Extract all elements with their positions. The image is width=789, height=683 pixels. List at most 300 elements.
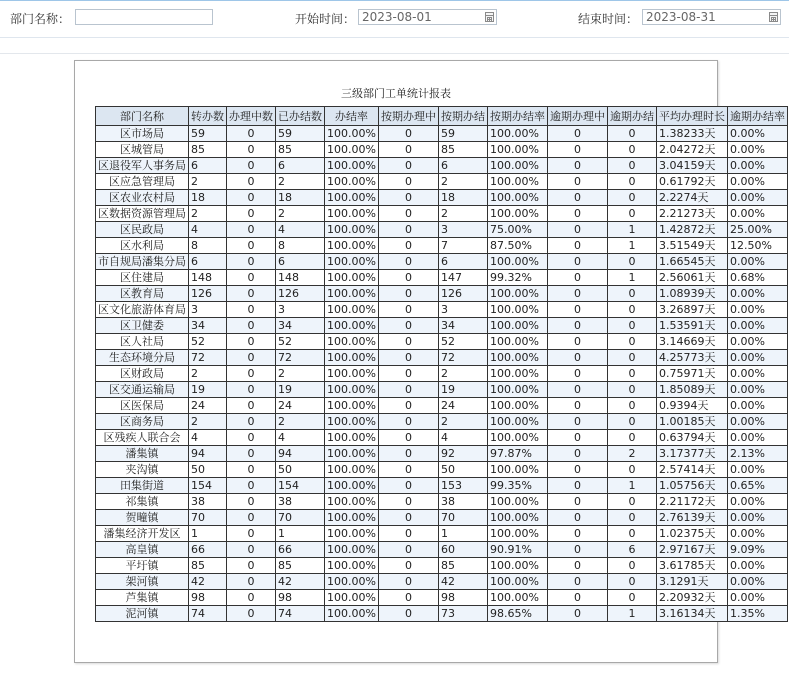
table-cell: 6 [189,254,227,270]
table-cell: 0 [378,558,438,574]
table-cell: 0.00% [727,142,787,158]
table-cell: 38 [189,494,227,510]
table-cell: 0 [227,430,276,446]
table-cell: 0 [547,302,607,318]
table-cell: 0 [607,526,656,542]
table-cell: 1.00185天 [656,414,727,430]
table-row [96,318,788,334]
table-cell: 9.09% [727,542,787,558]
table-cell: 38 [276,494,325,510]
table-cell: 1 [189,526,227,542]
table-cell: 0 [607,510,656,526]
table-cell: 3 [438,222,487,238]
table-cell: 0 [607,158,656,174]
table-cell: 0 [378,334,438,350]
table-row [96,382,788,398]
table-cell: 100.00% [325,174,379,190]
table-cell: 100.00% [487,526,547,542]
table-cell: 0 [378,174,438,190]
table-cell: 100.00% [487,494,547,510]
table-cell: 154 [276,478,325,494]
column-header: 转办数 [189,107,227,126]
table-cell: 100.00% [325,430,379,446]
table-cell: 153 [438,478,487,494]
table-cell: 100.00% [325,366,379,382]
table-cell: 100.00% [487,414,547,430]
divider [0,53,789,54]
table-cell: 52 [189,334,227,350]
column-header: 部门名称 [96,107,189,126]
table-cell: 94 [189,446,227,462]
table-cell: 2 [276,174,325,190]
table-cell: 6 [189,158,227,174]
table-cell: 0.00% [727,558,787,574]
table-cell: 3 [189,302,227,318]
dept-name-cell: 祁集镇 [96,494,189,510]
dept-name-cell: 区文化旅游体育局 [96,302,189,318]
table-cell: 0.00% [727,334,787,350]
table-cell: 0 [547,142,607,158]
table-cell: 0 [547,606,607,622]
table-cell: 98 [438,590,487,606]
table-cell: 0.63794天 [656,430,727,446]
table-cell: 0 [607,382,656,398]
dept-name-cell: 高皇镇 [96,542,189,558]
table-cell: 0 [227,238,276,254]
table-cell: 0 [227,158,276,174]
table-cell: 0 [547,286,607,302]
table-cell: 85 [438,142,487,158]
table-row [96,398,788,414]
table-cell: 100.00% [487,286,547,302]
start-date-value: 2023-08-01 [362,10,432,24]
table-cell: 0 [378,206,438,222]
table-cell: 70 [276,510,325,526]
table-cell: 100.00% [325,446,379,462]
table-cell: 74 [189,606,227,622]
table-cell: 66 [189,542,227,558]
table-cell: 0 [378,510,438,526]
table-cell: 1 [607,238,656,254]
table-cell: 0 [227,174,276,190]
table-row [96,510,788,526]
table-cell: 0 [378,574,438,590]
column-header: 按期办结率 [487,107,547,126]
table-cell: 0 [547,334,607,350]
table-cell: 0 [227,286,276,302]
table-cell: 100.00% [487,558,547,574]
table-cell: 98 [189,590,227,606]
table-cell: 100.00% [325,350,379,366]
table-cell: 3.04159天 [656,158,727,174]
table-cell: 0.61792天 [656,174,727,190]
dept-name-cell: 区民政局 [96,222,189,238]
table-cell: 0 [378,462,438,478]
table-cell: 0 [227,574,276,590]
table-cell: 0 [547,414,607,430]
table-cell: 0 [378,190,438,206]
table-cell: 2 [438,206,487,222]
table-cell: 4 [189,430,227,446]
table-cell: 100.00% [325,382,379,398]
table-cell: 0 [547,158,607,174]
table-cell: 100.00% [325,558,379,574]
dept-name-input[interactable] [75,9,213,25]
table-cell: 100.00% [325,478,379,494]
table-cell: 100.00% [487,318,547,334]
table-cell: 0 [607,334,656,350]
table-cell: 0.00% [727,158,787,174]
table-cell: 0 [607,590,656,606]
stats-table [95,106,788,622]
table-cell: 3.51549天 [656,238,727,254]
table-cell: 8 [189,238,227,254]
table-row [96,190,788,206]
table-cell: 100.00% [325,574,379,590]
table-cell: 0 [227,126,276,142]
table-cell: 0 [547,206,607,222]
table-cell: 72 [438,350,487,366]
table-cell: 0 [607,318,656,334]
table-cell: 72 [276,350,325,366]
table-cell: 0 [227,318,276,334]
table-cell: 59 [276,126,325,142]
table-cell: 6 [438,254,487,270]
table-cell: 0 [227,270,276,286]
table-cell: 0 [547,558,607,574]
dept-name-cell: 区水利局 [96,238,189,254]
table-cell: 70 [189,510,227,526]
table-cell: 0.68% [727,270,787,286]
report-title: 三级部门工单统计报表 [341,87,451,100]
table-cell: 0.00% [727,398,787,414]
table-cell: 0.65% [727,478,787,494]
table-cell: 1 [607,270,656,286]
table-cell: 0 [227,382,276,398]
column-header: 平均办理时长 [656,107,727,126]
table-cell: 2.21273天 [656,206,727,222]
table-cell: 0 [607,558,656,574]
table-cell: 2 [276,414,325,430]
table-cell: 1.08939天 [656,286,727,302]
table-cell: 74 [276,606,325,622]
table-cell: 0 [227,350,276,366]
table-cell: 2.20932天 [656,590,727,606]
table-cell: 94 [276,446,325,462]
table-row [96,494,788,510]
table-cell: 1 [607,606,656,622]
dept-name-cell: 区交通运输局 [96,382,189,398]
table-cell: 0 [547,590,607,606]
table-cell: 24 [438,398,487,414]
table-cell: 0 [378,590,438,606]
table-cell: 18 [189,190,227,206]
table-cell: 66 [276,542,325,558]
table-row [96,430,788,446]
table-row [96,238,788,254]
table-cell: 0 [607,366,656,382]
table-cell: 2.97167天 [656,542,727,558]
table-cell: 100.00% [325,462,379,478]
calendar-icon[interactable] [485,12,494,22]
table-cell: 42 [189,574,227,590]
table-cell: 1 [607,478,656,494]
table-cell: 4 [189,222,227,238]
table-cell: 126 [276,286,325,302]
table-cell: 100.00% [325,606,379,622]
column-header: 按期办结 [438,107,487,126]
table-cell: 100.00% [325,334,379,350]
table-row [96,222,788,238]
end-time-label: 结束时间： [578,12,639,26]
table-cell: 0 [607,350,656,366]
end-date-value: 2023-08-31 [646,10,716,24]
column-header: 逾期办理中 [547,107,607,126]
table-row [96,606,788,622]
column-header: 按期办理中 [378,107,438,126]
report-panel [74,60,785,663]
dept-label: 部门名称： [10,12,71,26]
table-cell: 3.16134天 [656,606,727,622]
table-cell: 24 [189,398,227,414]
table-cell: 0.00% [727,254,787,270]
table-cell: 0 [378,286,438,302]
table-cell: 148 [276,270,325,286]
table-cell: 0 [607,190,656,206]
table-cell: 100.00% [487,158,547,174]
table-cell: 0 [378,270,438,286]
column-header: 已办结数 [276,107,325,126]
table-row [96,254,788,270]
table-cell: 34 [438,318,487,334]
column-header: 逾期办结 [607,107,656,126]
table-cell: 0.00% [727,174,787,190]
table-cell: 100.00% [325,510,379,526]
table-cell: 0 [227,398,276,414]
table-cell: 98 [276,590,325,606]
dept-name-cell: 芦集镇 [96,590,189,606]
table-cell: 2.57414天 [656,462,727,478]
dept-name-cell: 区教育局 [96,286,189,302]
table-cell: 0 [227,558,276,574]
table-cell: 100.00% [487,366,547,382]
table-cell: 85 [276,142,325,158]
table-cell: 0 [547,462,607,478]
table-cell: 12.50% [727,238,787,254]
table-cell: 4 [438,430,487,446]
table-cell: 2.2274天 [656,190,727,206]
table-row [96,414,788,430]
table-cell: 100.00% [325,398,379,414]
table-cell: 0 [227,542,276,558]
dept-name-cell: 区商务局 [96,414,189,430]
table-cell: 0.00% [727,414,787,430]
table-cell: 0.00% [727,494,787,510]
table-cell: 100.00% [487,126,547,142]
table-cell: 0 [607,142,656,158]
table-cell: 0.00% [727,574,787,590]
table-row [96,174,788,190]
table-row [96,126,788,142]
table-cell: 18 [438,190,487,206]
column-header: 办结率 [325,107,379,126]
table-cell: 70 [438,510,487,526]
table-cell: 100.00% [325,270,379,286]
table-cell: 4 [276,222,325,238]
table-cell: 73 [438,606,487,622]
table-row [96,350,788,366]
start-date-field[interactable] [358,9,497,25]
table-cell: 0 [607,302,656,318]
table-cell: 0.00% [727,590,787,606]
dept-name-cell: 夹沟镇 [96,462,189,478]
table-cell: 0 [547,318,607,334]
table-cell: 92 [438,446,487,462]
table-cell: 52 [438,334,487,350]
table-cell: 0 [607,430,656,446]
table-cell: 2.76139天 [656,510,727,526]
table-cell: 1.66545天 [656,254,727,270]
table-cell: 0 [547,430,607,446]
table-cell: 100.00% [325,206,379,222]
table-cell: 1 [438,526,487,542]
table-cell: 0 [378,494,438,510]
dept-name-cell: 区财政局 [96,366,189,382]
table-cell: 59 [438,126,487,142]
table-cell: 72 [189,350,227,366]
table-cell: 0 [607,494,656,510]
table-cell: 0 [547,366,607,382]
table-cell: 100.00% [487,510,547,526]
table-cell: 0 [547,574,607,590]
table-cell: 42 [276,574,325,590]
table-cell: 1.35% [727,606,787,622]
table-cell: 0 [227,254,276,270]
table-cell: 0 [378,238,438,254]
table-cell: 1.85089天 [656,382,727,398]
table-cell: 100.00% [325,158,379,174]
table-cell: 0 [227,510,276,526]
table-cell: 34 [189,318,227,334]
table-cell: 147 [438,270,487,286]
table-cell: 0.00% [727,462,787,478]
table-cell: 100.00% [487,302,547,318]
table-cell: 7 [438,238,487,254]
table-row [96,270,788,286]
table-cell: 50 [438,462,487,478]
table-cell: 100.00% [487,142,547,158]
table-cell: 0 [547,222,607,238]
table-cell: 2 [189,174,227,190]
table-cell: 0 [378,222,438,238]
column-header: 办理中数 [227,107,276,126]
table-cell: 3.17377天 [656,446,727,462]
table-cell: 126 [189,286,227,302]
table-cell: 50 [189,462,227,478]
table-cell: 3 [438,302,487,318]
table-cell: 25.00% [727,222,787,238]
table-cell: 2.13% [727,446,787,462]
table-cell: 2.21172天 [656,494,727,510]
dept-name-cell: 区数据资源管理局 [96,206,189,222]
table-cell: 100.00% [487,254,547,270]
table-row [96,478,788,494]
table-cell: 3.26897天 [656,302,727,318]
table-cell: 2 [189,206,227,222]
calendar-icon[interactable] [769,12,778,22]
table-cell: 0 [378,478,438,494]
table-cell: 1 [607,222,656,238]
table-cell: 0 [607,254,656,270]
dept-name-cell: 区医保局 [96,398,189,414]
table-cell: 3 [276,302,325,318]
table-cell: 0.00% [727,190,787,206]
table-cell: 0 [227,366,276,382]
table-cell: 98.65% [487,606,547,622]
table-cell: 100.00% [325,222,379,238]
dept-name-cell: 区退役军人事务局 [96,158,189,174]
table-cell: 0 [227,590,276,606]
end-date-field[interactable] [642,9,781,25]
table-cell: 0 [378,382,438,398]
table-cell: 1.42872天 [656,222,727,238]
table-cell: 19 [276,382,325,398]
table-cell: 90.91% [487,542,547,558]
filter-bar [0,0,789,38]
table-cell: 0 [227,206,276,222]
table-cell: 0 [547,382,607,398]
table-cell: 154 [189,478,227,494]
table-cell: 3.61785天 [656,558,727,574]
table-row [96,558,788,574]
table-cell: 0.00% [727,126,787,142]
table-cell: 0.00% [727,318,787,334]
table-header-row [96,107,788,126]
table-row [96,206,788,222]
table-row [96,302,788,318]
table-cell: 0 [547,190,607,206]
table-cell: 87.50% [487,238,547,254]
table-cell: 75.00% [487,222,547,238]
table-cell: 24 [276,398,325,414]
table-cell: 100.00% [325,286,379,302]
table-cell: 99.32% [487,270,547,286]
table-cell: 100.00% [325,190,379,206]
table-cell: 0 [227,142,276,158]
table-cell: 6 [276,158,325,174]
dept-name-cell: 区城管局 [96,142,189,158]
table-cell: 0 [378,142,438,158]
table-cell: 0 [227,190,276,206]
table-cell: 0.00% [727,286,787,302]
dept-name-cell: 潘集经济开发区 [96,526,189,542]
table-cell: 0 [607,462,656,478]
dept-name-cell: 潘集镇 [96,446,189,462]
table-cell: 0 [547,350,607,366]
table-cell: 0.00% [727,350,787,366]
table-cell: 6 [276,254,325,270]
table-row [96,158,788,174]
table-cell: 59 [189,126,227,142]
table-cell: 0 [547,446,607,462]
dept-name-cell: 市自规局潘集分局 [96,254,189,270]
table-row [96,366,788,382]
table-cell: 0 [547,174,607,190]
dept-name-cell: 区住建局 [96,270,189,286]
table-cell: 60 [438,542,487,558]
table-row [96,542,788,558]
table-cell: 2 [276,366,325,382]
